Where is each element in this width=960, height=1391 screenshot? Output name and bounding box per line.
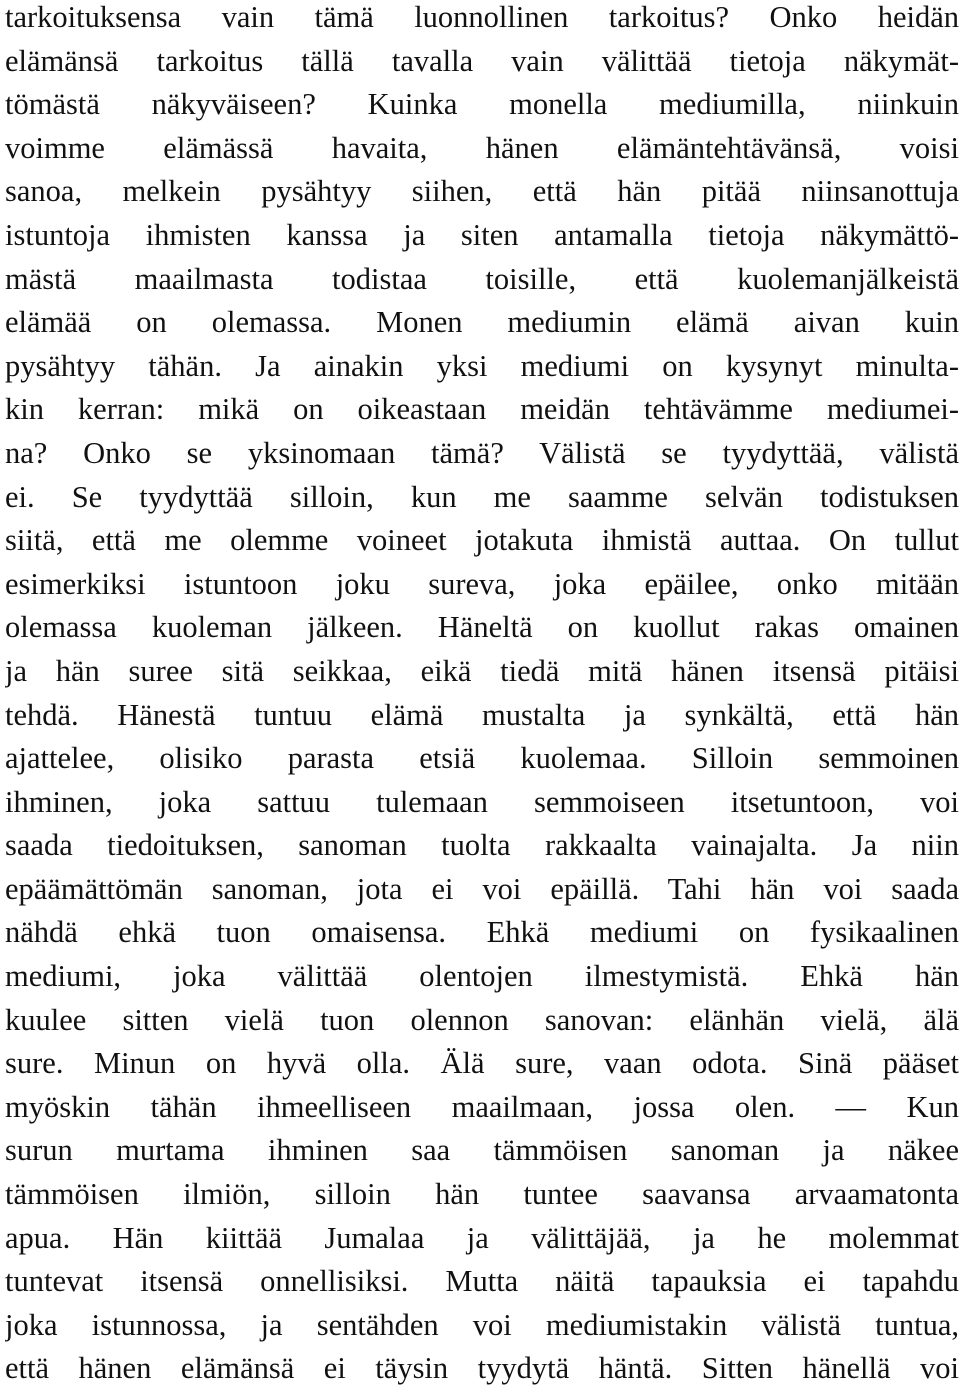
text-line: esimerkiksi istuntoon joku sureva, joka epäilee, onko mitään: [5, 566, 959, 601]
text-line: nähdä ehkä tuon omaisensa. Ehkä mediumi on fysikaalinen: [5, 915, 959, 950]
text-line: ihminen, joka sattuu tulemaan semmoiseen itsetuntoon, voi: [5, 784, 959, 819]
text-line: kuulee sitten vielä tuon olennon sanovan: elänhän vielä, älä: [5, 1002, 959, 1037]
text-line: myöskin tähän ihmeelliseen maailmaan, jossa olen. — Kun: [5, 1089, 959, 1124]
text-line: mästä maailmasta todistaa toisille, että kuolemanjälkeistä: [5, 261, 959, 296]
text-line: tämmöisen ilmiön, silloin hän tuntee saavansa arvaamatonta: [5, 1177, 959, 1212]
text-line: joka istunnossa, ja sentähden voi mediumistakin välistä tuntua,: [5, 1307, 959, 1342]
text-line: apua. Hän kiittää Jumalaa ja välittäjää, ja he molemmat: [5, 1220, 959, 1255]
text-line: sanoa, melkein pysähtyy siihen, että hän pitää niinsanottuja: [5, 174, 959, 209]
text-line: istuntoja ihmisten kanssa ja siten antamalla tietoja näkymättö-: [5, 217, 959, 252]
text-line: että hänen elämänsä ei täysin tyydytä häntä. Sitten hänellä voi: [5, 1351, 959, 1386]
text-line: ja hän suree sitä seikkaa, eikä tiedä mitä hänen itsensä pitäisi: [5, 653, 959, 688]
text-line: surun murtama ihminen saa tämmöisen sanoman ja näkee: [5, 1133, 959, 1168]
text-line: pysähtyy tähän. Ja ainakin yksi mediumi on kysynyt minulta-: [5, 348, 959, 383]
text-line: tömästä näkyväiseen? Kuinka monella mediumilla, niinkuin: [5, 87, 959, 122]
text-line: saada tiedoituksen, sanoman tuolta rakkaalta vainajalta. Ja niin: [5, 828, 959, 863]
text-line: elämänsä tarkoitus tällä tavalla vain välittää tietoja näkymät-: [5, 43, 959, 78]
text-line: epäämättömän sanoman, jota ei voi epäillä. Tahi hän voi saada: [5, 871, 959, 906]
text-line: mediumi, joka välittää olentojen ilmestymistä. Ehkä hän: [5, 959, 959, 994]
text-line: tehdä. Hänestä tuntuu elämä mustalta ja synkältä, että hän: [5, 697, 959, 732]
text-line: siitä, että me olemme voineet jotakuta ihmistä auttaa. On tullut: [5, 523, 959, 558]
text-line: voimme elämässä havaita, hänen elämäntehtävänsä, voisi: [5, 130, 959, 165]
text-line: sure. Minun on hyvä olla. Älä sure, vaan odota. Sinä pääset: [5, 1046, 959, 1081]
text-line: ajattelee, olisiko parasta etsiä kuolemaa. Silloin semmoinen: [5, 741, 959, 776]
document-page: [5, 0, 959, 1391]
text-line: na? Onko se yksinomaan tämä? Välistä se tyydyttää, välistä: [5, 435, 959, 470]
text-line: olemassa kuoleman jälkeen. Häneltä on kuollut rakas omainen: [5, 610, 959, 645]
text-line: tuntevat itsensä onnellisiksi. Mutta näitä tapauksia ei tapahdu: [5, 1264, 959, 1299]
text-line: ei. Se tyydyttää silloin, kun me saamme selvän todistuksen: [5, 479, 959, 514]
text-line: kin kerran: mikä on oikeastaan meidän tehtävämme mediumei-: [5, 392, 959, 427]
text-line: elämää on olemassa. Monen mediumin elämä aivan kuin: [5, 305, 959, 340]
text-line: tarkoituksensa vain tämä luonnollinen tarkoitus? Onko heidän: [5, 0, 959, 34]
